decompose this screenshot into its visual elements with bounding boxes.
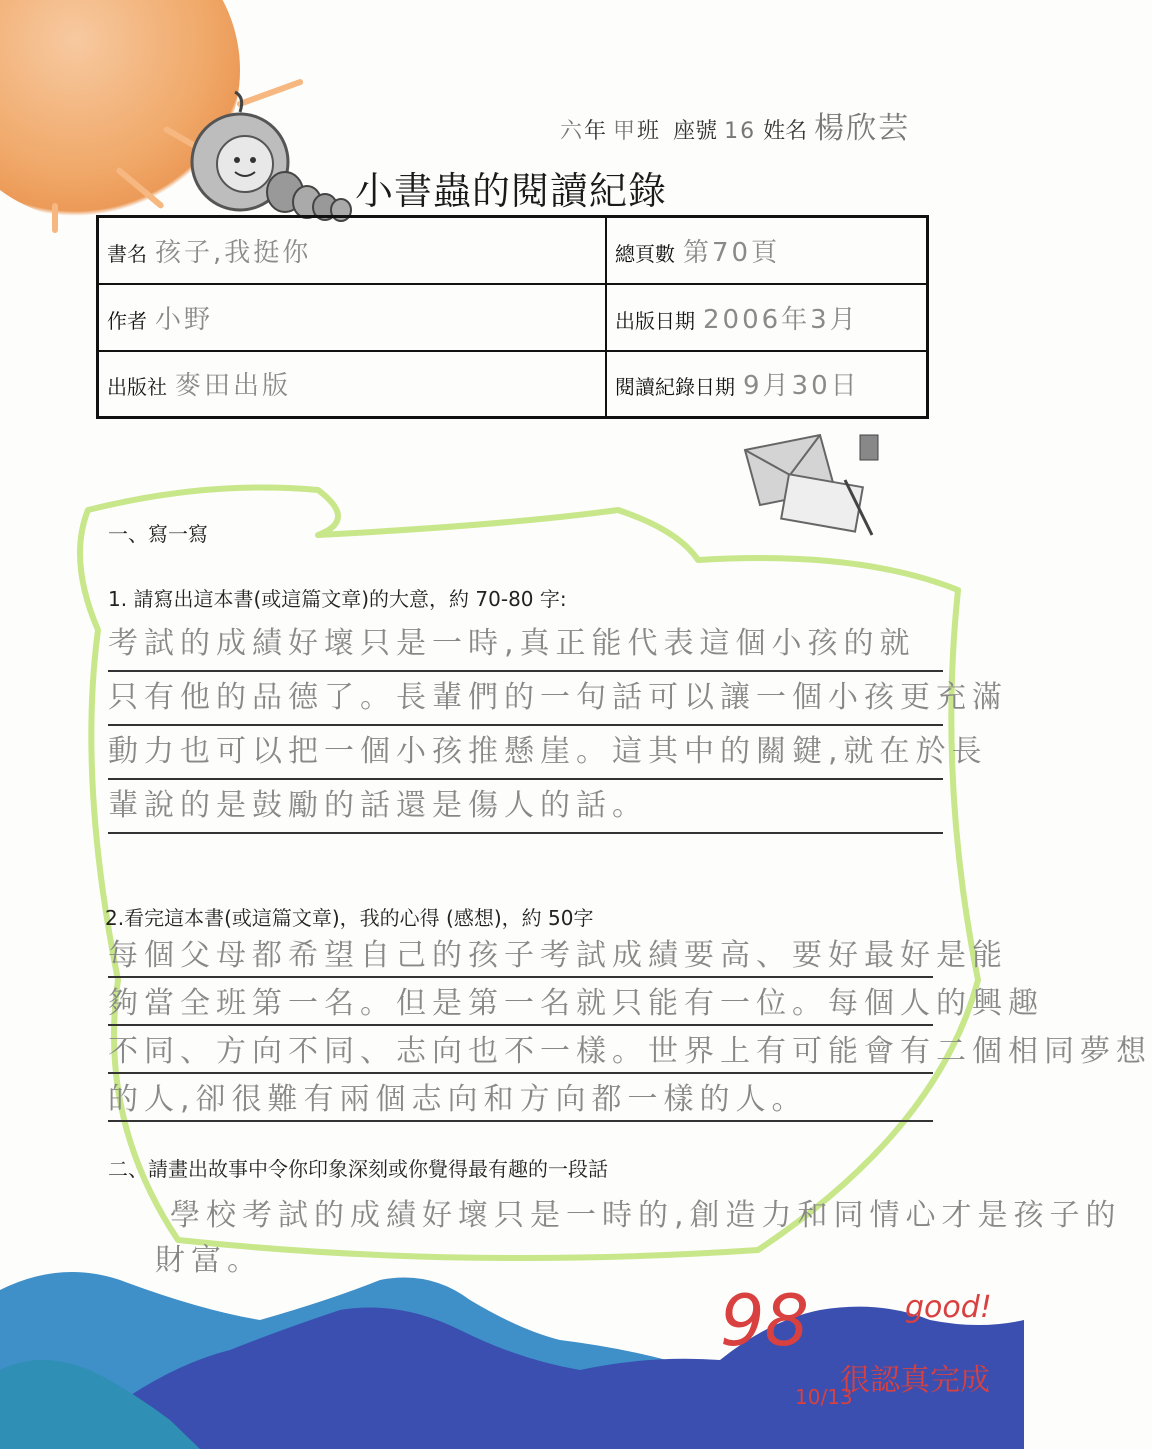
author-value: 小野 bbox=[155, 304, 214, 335]
pages-label: 總頁數 bbox=[615, 241, 675, 266]
answer-line: 只有他的品德了。長輩們的一句話可以讓一個小孩更充滿 bbox=[108, 672, 943, 726]
answer-2-block bbox=[108, 930, 1152, 1122]
answer-1-block bbox=[108, 618, 1008, 834]
section2-answer-line: 學校考試的成績好壞只是一時的,創造力和同情心才是孩子的 bbox=[170, 1198, 1122, 1233]
answer-line: 的人,卻很難有兩個志向和方向都一樣的人。 bbox=[108, 1074, 933, 1122]
author-label: 作者 bbox=[107, 308, 147, 333]
grade-label: 年 bbox=[584, 119, 607, 144]
publisher-value: 麥田出版 bbox=[175, 371, 292, 402]
teacher-remark: 很認真完成 bbox=[840, 1363, 990, 1398]
name-value: 楊欣芸 bbox=[814, 111, 911, 146]
book-info-table bbox=[96, 215, 929, 419]
section2-answer-line: 財富。 bbox=[155, 1243, 263, 1278]
recdate-value: 9月30日 bbox=[743, 371, 860, 402]
sun-ray bbox=[52, 203, 58, 233]
answer-line: 考試的成績好壞只是一時,真正能代表這個小孩的就 bbox=[108, 618, 943, 672]
answer-line: 不同、方向不同、志向也不一樣。世界上有可能會有二個相同夢想 bbox=[108, 1026, 933, 1074]
answer-line: 輩說的是鼓勵的話還是傷人的話。 bbox=[108, 780, 943, 834]
page-title: 小書蟲的閱讀紀錄 bbox=[355, 169, 668, 213]
answer-line: 動力也可以把一個小孩推懸崖。這其中的關鍵,就在於長 bbox=[108, 726, 943, 780]
grade-value: 六 bbox=[560, 119, 585, 144]
answer-line: 每個父母都希望自己的孩子考試成績要高、要好最好是能 bbox=[108, 930, 933, 978]
book-value: 孩子,我挺你 bbox=[155, 237, 312, 268]
student-info-line bbox=[560, 103, 910, 147]
name-label: 姓名 bbox=[763, 119, 808, 144]
book-label: 書名 bbox=[107, 241, 147, 266]
publisher-label: 出版社 bbox=[107, 375, 167, 400]
section2-heading: 二、請畫出故事中令你印象深刻或你覺得最有趣的一段話 bbox=[108, 1157, 608, 1181]
score: 98 bbox=[720, 1280, 810, 1362]
question-2: 2.看完這本書(或這篇文章)，我的心得 (感想)，約 50字 bbox=[105, 906, 594, 930]
recdate-label: 閱讀紀錄日期 bbox=[615, 375, 735, 400]
grading-date: 10/13 bbox=[795, 1385, 853, 1409]
class-label: 班 bbox=[637, 119, 660, 144]
pubdate-label: 出版日期 bbox=[615, 308, 695, 333]
class-value: 甲 bbox=[613, 119, 638, 144]
answer-line: 夠當全班第一名。但是第一名就只能有一位。每個人的興趣 bbox=[108, 978, 933, 1026]
pubdate-value: 2006年3月 bbox=[703, 304, 859, 335]
bookworm-logo bbox=[185, 92, 365, 232]
seat-value: 16 bbox=[724, 119, 757, 144]
section1-heading: 一、寫一寫 bbox=[108, 522, 208, 546]
teacher-comment: good! bbox=[905, 1290, 992, 1325]
pages-value: 第70頁 bbox=[683, 237, 781, 268]
question-1: 1. 請寫出這本書(或這篇文章)的大意，約 70-80 字: bbox=[108, 587, 567, 611]
seat-label: 座號 bbox=[673, 119, 718, 144]
